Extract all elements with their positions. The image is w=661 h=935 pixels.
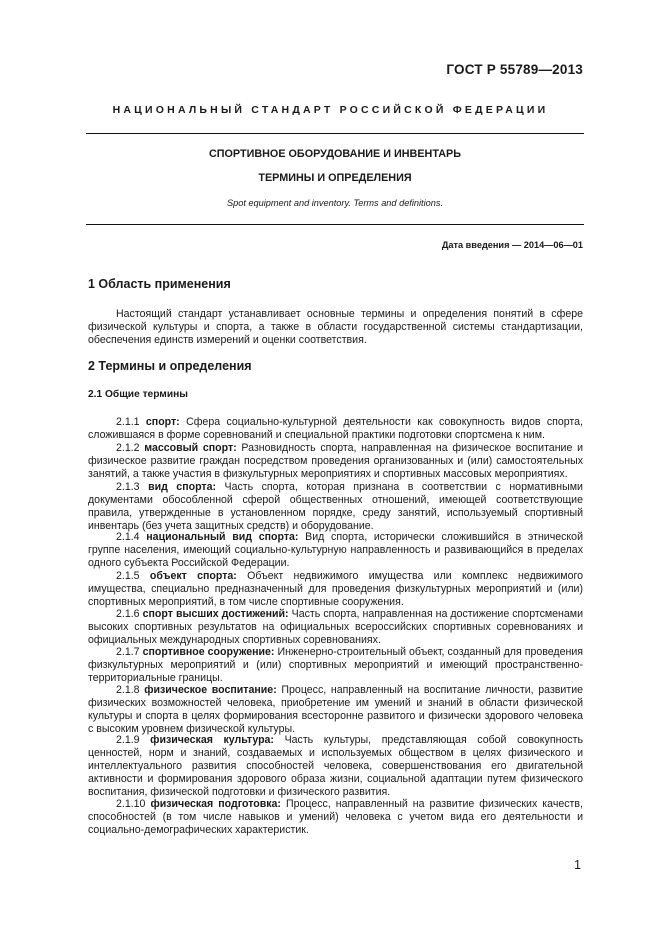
term-2-1-4 (88, 531, 583, 570)
standard-number: ГОСТ Р 55789—2013 (446, 62, 583, 77)
term-number: 2.1.6 (116, 608, 140, 620)
term-definition: Разновидность спорта, направленная на физическое воспитание и физическое развитие граждан посредством проведения организованных и (или) самостоятельных занятий, а также участия в физкультурных мероприятиях и спортивных массовых мероприятиях. (88, 442, 583, 480)
term-2-1-1 (88, 416, 583, 442)
term-number: 2.1.5 (116, 570, 140, 582)
term-name: физическое воспитание: (144, 684, 277, 696)
section-1-text (88, 308, 583, 347)
section-1-heading: 1 Область применения (88, 277, 231, 291)
page-number: 1 (574, 858, 581, 872)
document-title: СПОРТИВНОЕ ОБОРУДОВАНИЕ И ИНВЕНТАРЬ (208, 148, 462, 160)
term-name: спорт высших достижений: (142, 608, 289, 620)
section-1-body: Настоящий стандарт устанавливает основные термины и определения понятий в сфере физической культуры и спорта, а также в области государственной системы стандартизации, обеспечения единств измерений и оценки соответствия. (88, 308, 583, 346)
term-definition: Процесс, направленный на развитие физических качеств, способностей (в том числе навыков и умений) человека с учетом вида его деятельности и социально-демографических характеристик. (88, 798, 583, 836)
term-2-1-8 (88, 684, 583, 736)
term-number: 2.1.1 (116, 416, 140, 428)
term-name: физическая культура: (150, 734, 274, 746)
term-name: национальный вид спорта: (146, 531, 299, 543)
term-definition: Инженерно-строительный объект, созданный для проведения физкультурных мероприятий и (или) спортивных мероприятий и имеющий пространственно-территориальные границы. (88, 646, 583, 684)
term-number: 2.1.7 (116, 646, 140, 658)
section-2-heading: 2 Термины и определения (88, 359, 252, 373)
term-number: 2.1.10 (116, 798, 146, 810)
term-definition: Объект недвижимого имущества или комплекс недвижимого имущества, специально предназначенный для проведения физкультурных мероприятий и (или) спортивных мероприятий, в том числе спортивные сооружения. (88, 570, 583, 608)
top-divider (86, 133, 584, 134)
term-definition: Процесс, направленный на воспитание личности, развитие физических возможностей человека, приобретение им умений и знаний в области физической культуры и спорта в целях формирования всесторонне развитого и физически здорового человека с высоким уровнем физической культуры. (88, 684, 584, 735)
term-2-1-2 (88, 442, 583, 481)
term-name: массовый спорт: (144, 442, 237, 454)
term-2-1-3 (88, 481, 583, 533)
term-2-1-10 (88, 798, 583, 837)
term-definition: Часть спорта, которая признана в соответствии с нормативными документами обособленной сферой общественных отношений, имеющей соответствующие правила, утвержденные в установленном порядке, среду занятий, используемый спортивный инвентарь (без учета защитных средств) и оборудование. (88, 481, 583, 532)
term-number: 2.1.4 (116, 531, 140, 543)
national-standard-heading: НАЦИОНАЛЬНЫЙ СТАНДАРТ РОССИЙСКОЙ ФЕДЕРАЦИИ (112, 104, 549, 116)
term-2-1-9 (88, 734, 583, 799)
term-definition: Сфера социально-культурной деятельности как совокупность видов спорта, сложившаяся в форме соревнований и специальной практики подготовки спортсмена к ним. (88, 416, 583, 441)
term-2-1-6 (88, 608, 583, 647)
term-name: объект спорта: (149, 570, 237, 582)
term-number: 2.1.3 (116, 481, 140, 493)
bottom-divider (86, 224, 584, 225)
term-number: 2.1.2 (116, 442, 140, 454)
term-2-1-5 (88, 570, 583, 609)
document-subtitle: ТЕРМИНЫ И ОПРЕДЕЛЕНИЯ (258, 172, 412, 184)
term-name: физическая подготовка: (150, 798, 281, 810)
term-definition: Часть культуры, представляющая собой совокупность ценностей, норм и знаний, создаваемых и используемых обществом в целях физического и интеллектуального развития способностей человека, совершенствования его двигательной активности и формирования здорового образа жизни, социальной адаптации путем физического воспитания, физической подготовки и физического развития. (88, 734, 583, 798)
term-definition: Часть спорта, направленная на достижение спортсменами высоких спортивных результатов на официальных всероссийских спортивных соревнованиях и официальных международных спортивных соревнованиях. (88, 608, 583, 646)
term-name: спорт: (145, 416, 180, 428)
effective-date: Дата введения — 2014—06—01 (441, 240, 583, 250)
english-title: Spot equipment and inventory. Terms and definitions. (226, 198, 444, 208)
subsection-heading: 2.1 Общие термины (88, 389, 188, 400)
term-name: вид спорта: (148, 481, 217, 493)
term-number: 2.1.9 (116, 734, 140, 746)
term-2-1-7 (88, 646, 583, 685)
term-number: 2.1.8 (116, 684, 140, 696)
term-definition: Вид спорта, исторически сложившийся в этнической группе населения, имеющий социально-культурную направленность и развивающийся в пределах одного субъекта Российской Федерации. (88, 531, 583, 569)
term-name: спортивное сооружение: (142, 646, 275, 658)
